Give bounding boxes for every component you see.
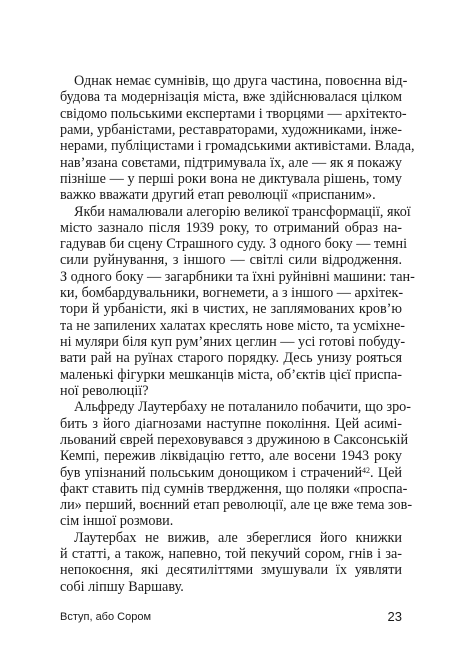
text-line: З одного боку — загарбники та їхні руйнівні машини: тан- [60, 268, 415, 285]
text-fragment: був упізнаний польським донощиком і страчений [60, 464, 363, 481]
text-line: ки, бомбардувальники, вогнемети, а з іншого — архітек- [60, 285, 404, 302]
text-line: сім іншої розмови. [60, 513, 174, 530]
text-line: Кемпі, пережив ліквідацію гетто, але восени 1943 року [60, 448, 402, 465]
text-line: непокоєння, які десятиліттями змушували їх уявляти [60, 562, 402, 579]
text-line: місто зазнало після 1939 року, то отриманий образ на- [60, 219, 402, 236]
text-line: гадував би сцену Страшного суду. З одного боку — темні [60, 236, 408, 253]
text-line: тори й урбаністи, які в чистих, не заплямованих кров’ю [60, 301, 402, 318]
footnote-reference: 42 [362, 465, 371, 475]
text-line: вати рай на руїнах старого порядку. Десь унизу рояться [60, 350, 402, 367]
text-line: пізніше — у перші роки вона не диктувала рішень, тому [60, 170, 402, 187]
text-line: нав’язана совєтами, підтримувала їх, але — як я покажу [60, 154, 402, 171]
text-line: нерами, публіцистами і громадськими активістами. Влада, [60, 138, 415, 155]
text-line: ли» перший, воєнний етап революції, але це вже тема зов- [60, 497, 413, 514]
text-line: ної революції? [60, 382, 149, 399]
running-title: Вступ, або Сором [60, 611, 152, 623]
text-line: будова та модернізація міста, вже здійснювалася цілком [60, 89, 402, 106]
text-fragment: . Цей [370, 464, 402, 481]
text-line: Альфреду Лаутербаху не поталанило побачити, що зро- [74, 399, 411, 416]
text-line: та не запилених халатах креслять нове місто, та усміхне- [60, 317, 405, 334]
page-number: 23 [387, 609, 402, 624]
text-line: ні муляри біля куп рум’яних цеглин — усі готові побуду- [60, 334, 406, 350]
text-line-with-footnote [60, 465, 402, 481]
text-line: сили руйнування, з іншого — світлі сили відродження. [60, 252, 402, 269]
text-line: собі ліпшу Варшаву. [60, 578, 184, 595]
text-line: рами, урбаністами, реставраторами, художниками, інже- [60, 121, 403, 138]
text-line: свідомо польськими експертами і творцями — архітекто- [60, 105, 407, 122]
text-line: Якби намалювали алегорію великої трансформації, якої [74, 203, 411, 220]
text-line: й статті, а також, напевно, той пекучий сором, гнів і за- [60, 546, 402, 563]
text-line: важко вважати другий етап революції «приспаним». [60, 187, 376, 204]
text-line: маленькі фігурки мешканців міста, об’єктів цієї приспа- [60, 366, 402, 383]
text-line: Однак немає сумнівів, що друга частина, повоєнна від- [74, 73, 408, 89]
text-line: факт ставить під сумнів твердження, що поляки «проспа- [60, 480, 408, 497]
text-line: бить з його діагнозами наступне покоління. Цей асимі- [60, 415, 402, 432]
text-line: Лаутербах не вижив, але збереглися його книжки [74, 529, 402, 546]
text-line: льований єврей переховувався з дружиною в Саксонській [60, 431, 409, 448]
